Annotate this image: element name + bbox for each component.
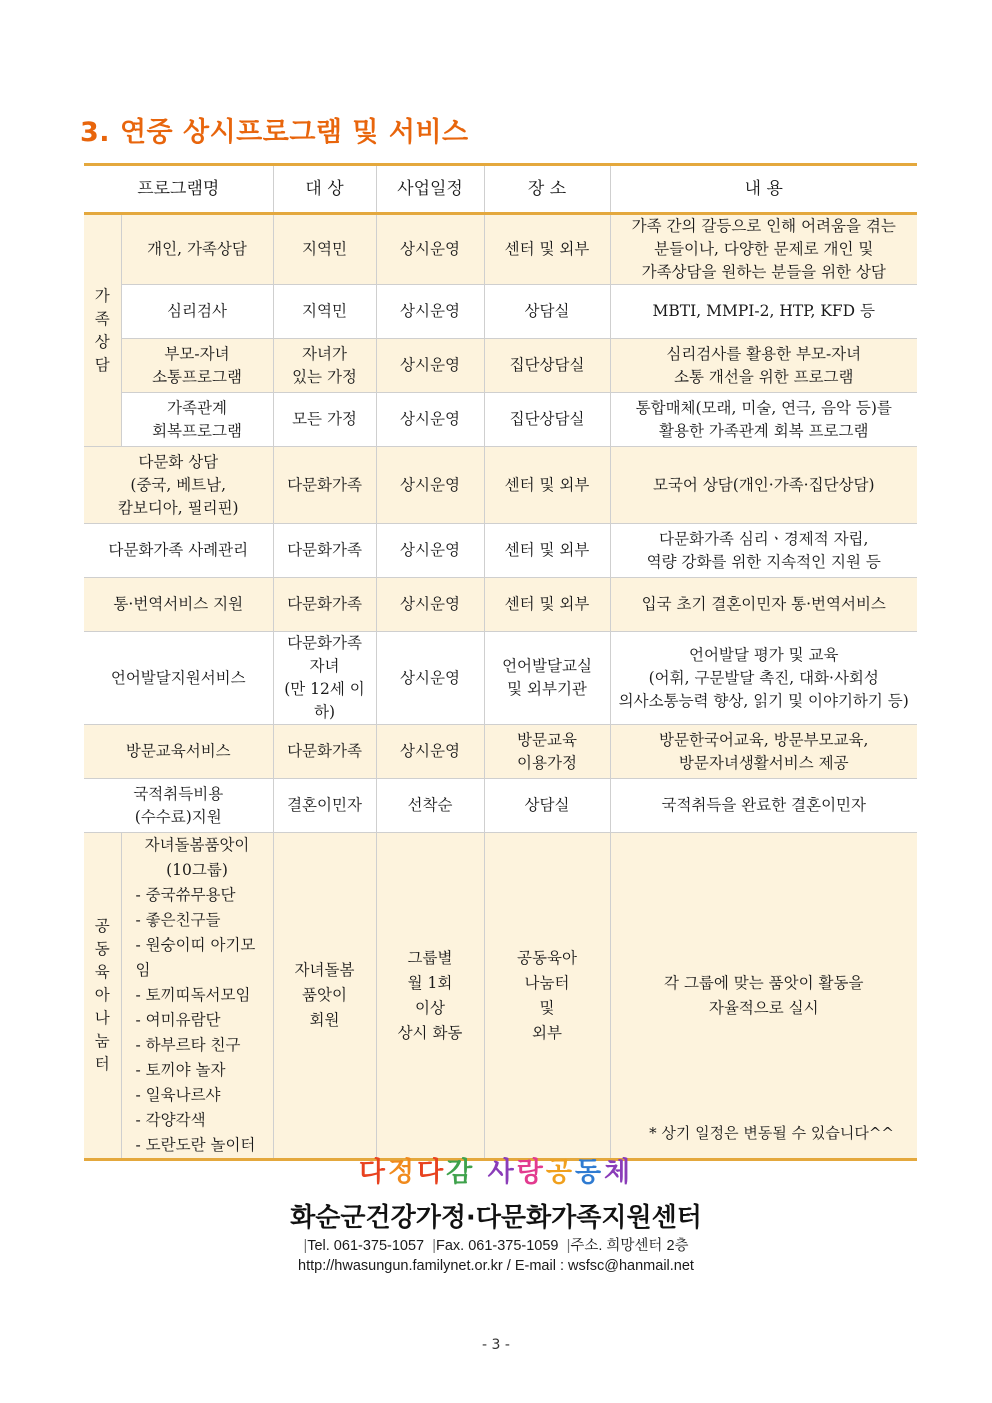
cell-line: 상담실	[524, 796, 570, 814]
cell-line: 다문화가족	[287, 742, 362, 760]
cell-line: 회원	[309, 1011, 340, 1029]
group-char: 족	[94, 309, 110, 328]
cell-line: 이용가정	[517, 753, 577, 772]
cell-line: 자녀돌봄	[294, 961, 355, 979]
schedule	[376, 447, 484, 524]
place	[484, 214, 610, 285]
schedule	[376, 339, 484, 393]
tel: Tel. 061-375-1057	[307, 1238, 425, 1254]
slogan-char: 다	[358, 1157, 388, 1188]
group-item: - 일육나르샤	[135, 1086, 221, 1104]
schedule-note: * 상기 일정은 변동될 수 있습니다^^	[649, 1124, 894, 1142]
target	[273, 339, 376, 393]
cell-line: 방문교육	[517, 730, 577, 749]
place	[484, 632, 610, 725]
cell-line: 모국어 상담(개인·가족·집단상담)	[652, 475, 875, 494]
page-number: - 3 -	[482, 1337, 510, 1353]
slogan-char: 사	[487, 1157, 517, 1188]
program-name	[84, 447, 273, 524]
table-row	[84, 779, 917, 833]
cell-line: 방문한국어교육, 방문부모교육,	[659, 730, 869, 749]
table-row	[84, 214, 917, 285]
cell-line: 상시운영	[400, 668, 460, 687]
group-char: 나	[94, 1009, 110, 1027]
program-name	[84, 725, 273, 779]
cell-line: 있는 가정	[292, 367, 357, 386]
cell-line: 통합매체(모래, 미술, 연극, 음악 등)를	[635, 398, 892, 417]
place	[484, 578, 610, 632]
table-row	[84, 339, 917, 393]
cell-line: 센터 및 외부	[504, 240, 590, 258]
place	[484, 285, 610, 339]
cell-line: 통·번역서비스 지원	[113, 595, 244, 613]
cell-line: 심리검사를 활용한 부모-자녀	[666, 344, 862, 363]
header-program-name: 프로그램명	[84, 165, 273, 214]
schedule	[376, 779, 484, 833]
slogan-char	[475, 1157, 487, 1188]
program-name	[84, 632, 273, 725]
cell-line: 의사소통능력 향상, 읽기 및 이야기하기 등)	[618, 691, 909, 710]
program-name	[121, 214, 273, 285]
place	[484, 393, 610, 447]
content	[610, 339, 917, 393]
slogan-char: 공	[545, 1157, 575, 1188]
group-label-co-parenting	[84, 833, 121, 1160]
cell-line: 자율적으로 실시	[708, 998, 819, 1017]
schedule	[376, 725, 484, 779]
header-place: 장 소	[484, 165, 610, 214]
header-schedule: 사업일정	[376, 165, 484, 214]
content	[610, 578, 917, 632]
cell-line: (중국, 베트남,	[130, 475, 227, 494]
slogan-char: 정	[387, 1157, 418, 1188]
cell-line: 회복프로그램	[152, 421, 242, 440]
cell-line: 나눔터	[524, 973, 570, 992]
cell-line: 상시운영	[400, 302, 460, 320]
target	[273, 725, 376, 779]
place	[484, 725, 610, 779]
table-row	[84, 447, 917, 524]
group-label-family-counseling	[84, 214, 121, 447]
place	[484, 447, 610, 524]
slogan-char: 감	[446, 1157, 476, 1188]
cell-line: 가족관계	[167, 398, 227, 417]
cell-line: 다문화가족	[287, 634, 362, 652]
cell-line: 언어발달교실	[502, 657, 592, 675]
cell-line: 다문화 상담	[138, 452, 219, 471]
content	[610, 779, 917, 833]
cell-line: 센터 및 외부	[504, 475, 590, 494]
group-item: - 토끼띠독서모임	[135, 986, 251, 1004]
program-name	[84, 524, 273, 578]
cell-line: 소통프로그램	[152, 367, 242, 386]
group-item: - 원숭이띠 아기모임	[135, 936, 256, 979]
schedule	[376, 285, 484, 339]
cell-line: 소통 개선을 위한 프로그램	[674, 367, 854, 386]
slogan-char: 다	[417, 1157, 447, 1188]
cell-line: 및	[539, 998, 555, 1017]
cell-line: 상시운영	[400, 595, 460, 613]
place	[484, 524, 610, 578]
schedule	[376, 632, 484, 725]
content	[610, 524, 917, 578]
cell-line: 이상	[415, 998, 445, 1017]
content	[610, 632, 917, 725]
place	[484, 833, 610, 1160]
target	[273, 779, 376, 833]
cell-line: 심리검사	[167, 302, 227, 320]
table-header-row	[84, 165, 917, 214]
cell-line: 국적취득을 완료한 결혼이민자	[661, 796, 866, 814]
cell-line: 분들이나, 다양한 문제로 개인 및	[654, 240, 874, 258]
table-row	[84, 524, 917, 578]
target	[273, 524, 376, 578]
cell-line: 집단상담실	[509, 356, 585, 374]
table-row	[84, 725, 917, 779]
cell-line: 방문교육서비스	[125, 742, 231, 760]
place	[484, 779, 610, 833]
group-item: - 여미유람단	[135, 1011, 221, 1029]
cell-line: 상시운영	[400, 475, 460, 494]
cell-line: 센터 및 외부	[504, 595, 590, 613]
cell-line: 각 그룹에 맞는 품앗이 활동을	[664, 973, 864, 992]
target	[273, 447, 376, 524]
cell-line: (수수료)지원	[134, 807, 222, 826]
address: 주소. 희망센터 2층	[570, 1238, 689, 1254]
schedule	[376, 524, 484, 578]
cell-line: 지역민	[302, 240, 347, 258]
cell-line: 상시운영	[400, 410, 460, 428]
cell-line: 상시운영	[400, 356, 460, 374]
cell-line: 부모-자녀	[164, 344, 230, 363]
group-item: - 토끼야 놀자	[135, 1061, 226, 1079]
cell-line: 다문화가족	[287, 595, 362, 613]
cell-line: 자녀가	[302, 344, 347, 363]
cell-line: 다문화가족 사례관리	[108, 541, 249, 559]
schedule	[376, 833, 484, 1160]
target	[273, 632, 376, 725]
cell-line: 언어발달지원서비스	[110, 668, 246, 687]
header-target: 대 상	[273, 165, 376, 214]
fax: Fax. 061-375-1059	[435, 1238, 559, 1254]
cell-line: 월 1회	[407, 973, 453, 992]
cell-line: 활용한 가족관계 회복 프로그램	[659, 421, 869, 440]
group-item: - 도란도란 놀이터	[135, 1136, 256, 1154]
cell-line: 모든 가정	[292, 410, 357, 428]
center-name: 화순군건강가정·다문화가족지원센터	[290, 1203, 702, 1233]
cell-line: 가족 간의 갈등으로 인해 어려움을 겪는	[631, 217, 896, 235]
table-row	[84, 285, 917, 339]
program-name	[121, 339, 273, 393]
group-item: - 각양각색	[135, 1111, 206, 1129]
content	[610, 447, 917, 524]
content	[610, 214, 917, 285]
cell-line: 상시운영	[400, 240, 460, 258]
slogan-char: 랑	[516, 1157, 546, 1188]
program-name	[121, 833, 273, 1160]
contact-info	[0, 1236, 992, 1276]
cell-line: 입국 초기 결혼이민자 통·번역서비스	[641, 595, 886, 613]
slogan	[0, 1150, 992, 1189]
cell-line: 센터 및 외부	[504, 541, 590, 559]
group-char: 육	[94, 963, 110, 981]
cell-line: 국적취득비용	[133, 784, 224, 803]
slogan-char: 체	[604, 1157, 634, 1188]
cell-line: MBTI, MMPI-2, HTP, KFD 등	[652, 302, 875, 320]
cell-line: 상시운영	[400, 541, 460, 559]
program-table	[84, 163, 917, 1161]
cell-line: 상시 화동	[397, 1023, 463, 1042]
group-item: - 중국쓔무용단	[135, 886, 236, 904]
cell-line: 언어발달 평가 및 교육	[688, 645, 839, 664]
cell-line: 다문화가족 심리ㆍ경제적 자립,	[659, 529, 869, 548]
slogan-char: 동	[574, 1157, 605, 1188]
cell-line: 집단상담실	[509, 410, 585, 428]
cell-line: 지역민	[302, 302, 347, 320]
target	[273, 393, 376, 447]
cell-line: 자녀돌봄품앗이	[144, 836, 250, 854]
group-char: 동	[94, 940, 110, 958]
target	[273, 578, 376, 632]
group-char: 아	[94, 986, 110, 1004]
content	[610, 725, 917, 779]
schedule	[376, 214, 484, 285]
cell-line: 자녀	[309, 657, 340, 675]
group-char: 터	[94, 1055, 110, 1073]
section-title: 3. 연중 상시프로그램 및 서비스	[80, 117, 469, 148]
table-row	[84, 833, 917, 1160]
group-item: - 하부르타 친구	[135, 1036, 241, 1054]
table-row	[84, 632, 917, 725]
cell-line: 다문화가족	[287, 541, 362, 559]
content	[610, 285, 917, 339]
cell-line: 상담실	[524, 302, 570, 320]
place	[484, 339, 610, 393]
cell-line: 공동육아	[517, 948, 577, 967]
cell-line: 개인, 가족상담	[147, 240, 247, 258]
cell-line: 외부	[532, 1023, 562, 1042]
cell-line: 다문화가족	[287, 475, 362, 494]
table-row	[84, 393, 917, 447]
group-char: 가	[94, 286, 110, 305]
group-char: 상	[94, 332, 110, 351]
contact-line: |Tel. 061-375-1057 |Fax. 061-375-1059 |주소. 희망센터 2층	[303, 1238, 689, 1254]
group-char: 공	[94, 917, 110, 935]
target	[273, 833, 376, 1160]
cell-line: (10그룹)	[166, 861, 228, 879]
program-name	[121, 285, 273, 339]
cell-line: 선착순	[407, 796, 453, 814]
content	[610, 833, 917, 1160]
cell-line: 방문자녀생활서비스 제공	[678, 753, 849, 772]
cell-line: 역량 강화를 위한 지속적인 지원 등	[646, 552, 881, 571]
cell-line: 캄보디아, 필리핀)	[117, 498, 239, 517]
web-email: http://hwasungun.familynet.or.kr / E-mail : wsfsc@hanmail.net	[298, 1258, 694, 1274]
cell-line: 가족상담을 원하는 분들을 위한 상담	[641, 263, 886, 281]
cell-line: 상시운영	[400, 742, 460, 760]
group-char: 담	[94, 355, 110, 374]
table-row	[84, 578, 917, 632]
target	[273, 285, 376, 339]
content	[610, 393, 917, 447]
program-name	[121, 393, 273, 447]
group-char: 눔	[94, 1032, 110, 1050]
cell-line: (어휘, 구문발달 촉진, 대화·사회성	[648, 668, 879, 687]
group-item: - 좋은친구들	[135, 911, 221, 929]
program-name	[84, 578, 273, 632]
cell-line: (만 12세 이하)	[284, 680, 365, 721]
cell-line: 및 외부기관	[507, 680, 587, 698]
cell-line: 결혼이민자	[287, 796, 362, 814]
schedule	[376, 393, 484, 447]
schedule	[376, 578, 484, 632]
cell-line: 품앗이	[302, 986, 347, 1004]
target	[273, 214, 376, 285]
program-name	[84, 779, 273, 833]
cell-line: 그룹별	[407, 948, 453, 967]
header-content: 내 용	[610, 165, 917, 214]
